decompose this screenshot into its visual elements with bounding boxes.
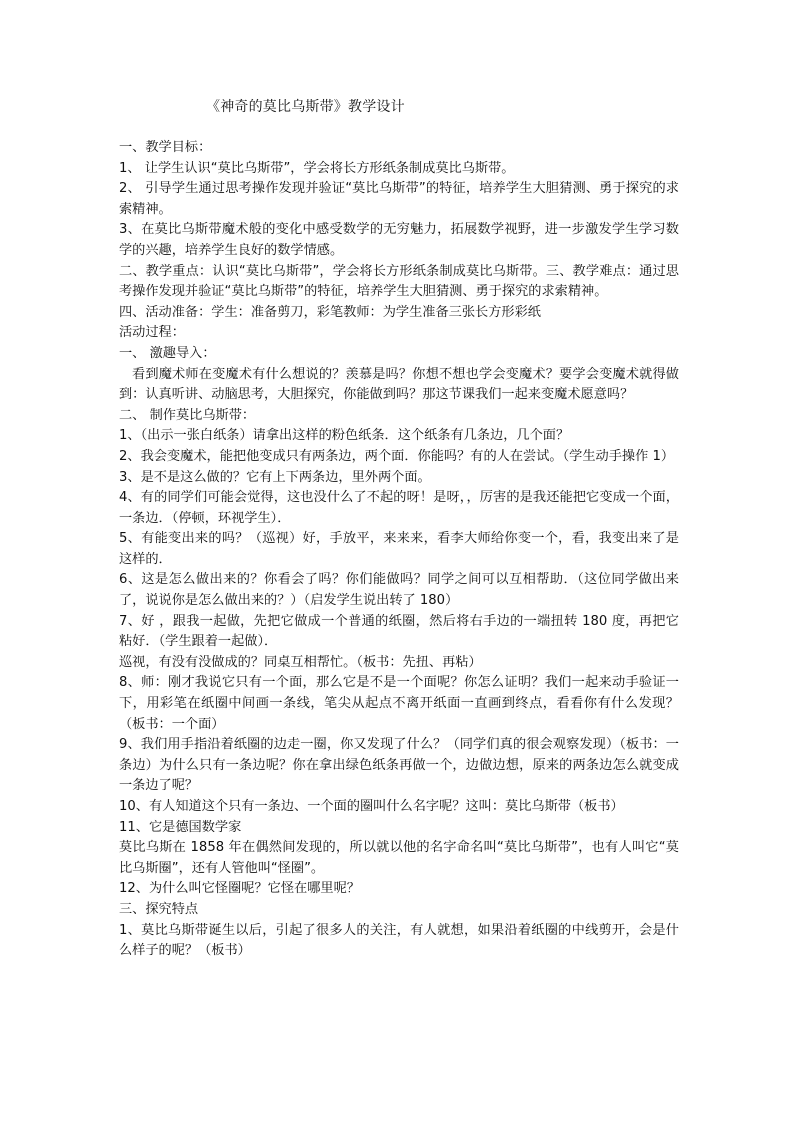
step-paragraph: 2、我会变魔术，能把他变成只有两条边，两个面．你能吗？有的人在尝试。（学生动手操作 1）	[119, 448, 675, 464]
objective-item: 3、在莫比乌斯带魔术般的变化中感受数学的无穷魅力，拓展数学视野，进一步激发学生学习数学的兴趣，培养学生良好的数学情感。	[119, 222, 679, 258]
section-heading-making: 二、 制作莫比乌斯带：	[119, 407, 256, 423]
step-paragraph: 11、它是德国数学家	[119, 819, 242, 835]
step-paragraph: 1、莫比乌斯带诞生以后，引起了很多人的关注，有人就想，如果沿着纸圈的中线剪开，会是什么样子的呢？（板书）	[119, 922, 679, 959]
step-paragraph: 9、我们用手指沿着纸圈的边走一圈，你又发现了什么？（同学们真的很会观察发现）（板书：一条边）为什么只有一条边呢？你在拿出绿色纸条再做一个，边做边想，原来的两条边怎么就变成一条边了呢？	[119, 737, 679, 794]
section-heading-intro: 一、 激趣导入：	[119, 345, 216, 361]
document-title: 《神奇的莫比乌斯带》教学设计	[206, 99, 405, 115]
step-paragraph: 莫比乌斯在 1858 年在偶然间发现的，所以就以他的名字命名叫“莫比乌斯带”，也有人叫它“莫比乌斯圈”，还有人管他叫“怪圈”。	[119, 840, 679, 876]
step-paragraph: 5、有能变出来的吗？（巡视）好，手放平，来来来，看李大师给你变一个，看，我变出来了是这样的．	[119, 531, 679, 567]
objective-item: 1、 让学生认识“莫比乌斯带”，学会将长方形纸条制成莫比乌斯带。	[119, 160, 515, 176]
step-paragraph: 巡视，有没有没做成的？同桌互相帮忙。（板书：先扭、再粘）	[119, 654, 482, 670]
activity-process-heading: 活动过程：	[119, 325, 185, 341]
preparation-paragraph: 四、活动准备：学生：准备剪刀，彩笔教师：为学生准备三张长方形彩纸	[119, 304, 541, 320]
step-paragraph: 1、（出示一张白纸条）请拿出这样的粉色纸条．这个纸条有几条边，几个面？	[119, 428, 570, 444]
intro-paragraph: 看到魔术师在变魔术有什么想说的？羡慕是吗？你想不想也学会变魔术？要学会变魔术就得做到：认真听讲、动脑思考，大胆探究，你能做到吗？那这节课我们一起来变魔术愿意吗？	[119, 366, 679, 403]
step-paragraph: 4、有的同学们可能会觉得，这也没什么了不起的呀！是呀，，厉害的是我还能把它变成一个面，一条边．（停顿，环视学生）．	[119, 490, 679, 526]
step-paragraph: 8、师：刚才我说它只有一个面，那么它是不是一个面呢？你怎么证明？我们一起来动手验证一下，用彩笔在纸圈中间画一条线，笔尖从起点不离开纸面一直画到终点，看看你有什么发现？（板书：一个面）	[119, 675, 679, 732]
step-paragraph: 7、好 ，跟我一起做，先把它做成一个普通的纸圈，然后将右手边的一端扭转 180 度，再把它粘好．（学生跟着一起做）．	[119, 613, 679, 650]
step-paragraph: 6、这是怎么做出来的？你看会了吗？你们能做吗？同学之间可以互相帮助．（这位同学做出来了，说说你是怎么做出来的？）（启发学生说出转了 180）	[119, 572, 679, 609]
key-points-paragraph: 二、教学重点：认识“莫比乌斯带”，学会将长方形纸条制成莫比乌斯带。三、教学难点：通过思考操作发现并验证“莫比乌斯带”的特征，培养学生大胆猜测、勇于探究的求索精神。	[119, 263, 679, 300]
section-heading-features: 三、探究特点	[119, 901, 199, 917]
objective-item: 2、 引导学生通过思考操作发现并验证“莫比乌斯带”的特征，培养学生大胆猜测、勇于探究的求索精神。	[119, 181, 679, 217]
step-paragraph: 12、为什么叫它怪圈呢？它怪在哪里呢？	[119, 881, 360, 897]
step-paragraph: 10、有人知道这个只有一条边、一个面的圈叫什么名字呢？这叫：莫比乌斯带（板书）	[119, 799, 624, 814]
step-paragraph: 3、是不是这么做的？它有上下两条边，里外两个面。	[119, 469, 431, 485]
section-heading-objectives: 一、教学目标：	[119, 140, 212, 155]
document-body	[119, 138, 679, 962]
